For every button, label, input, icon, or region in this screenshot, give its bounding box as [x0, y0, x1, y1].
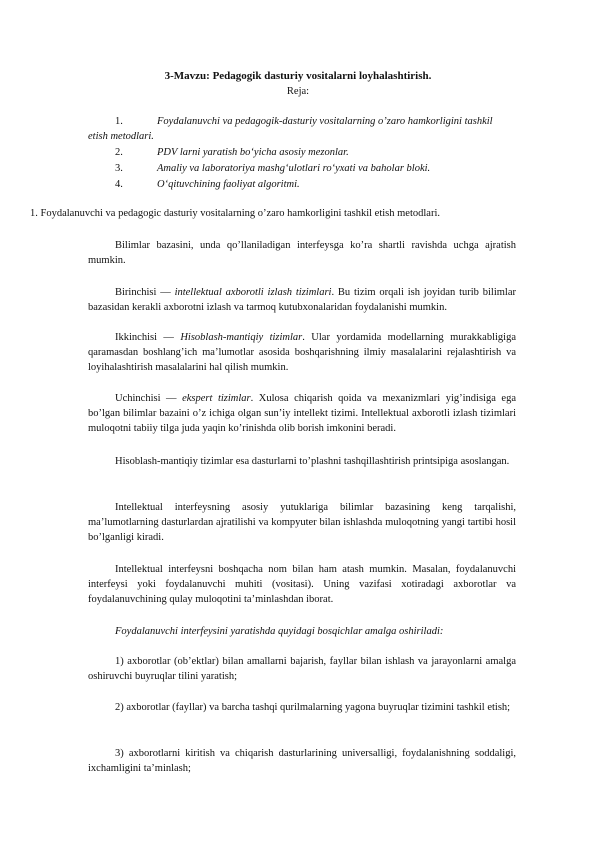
toc-text: O‘qituvchining faoliyat algoritmi. [157, 179, 300, 190]
toc-item-2 [88, 145, 516, 160]
paragraph-stage-3: 3) axborotlarni kiritish va chiqarish dasturlarining universalligi, foydalanishning soddaligi, ixchamligini ta’minlash; [88, 748, 516, 775]
paragraph-stage-1: 1) axborotlar (ob’ektlar) bilan amallarni bajarish, fayllar bilan ishlash va jarayonlarni amalga oshiruvchi buyruqlar tilini yaratish; [88, 656, 516, 683]
toc-item-1 [88, 114, 516, 129]
toc-text: Amaliy va laboratoriya mashg‘ulotlari ro‘yxati va baholar bloki. [157, 163, 431, 174]
paragraph-first-system [88, 285, 516, 315]
page-title: 3-Mavzu: Pedagogik dasturiy vositalarni loyhalashtirish. [164, 70, 432, 82]
paragraph-second-system [88, 330, 516, 376]
paragraph-interface-naming: Intellektual interfeysni boshqacha nom bilan ham atash mumkin. Masalan, foydalanuvchi interfeysi yoki foydalanuvchi muhiti (vositasi). Uning vazifasi xotiradagi axborotlar va foydalanuvchining qulay muloqotini ta’minlashdan iborat. [88, 564, 516, 606]
toc-number: 2. [115, 147, 123, 158]
toc-text-cont: etish metodlari. [88, 131, 154, 142]
paragraph-interface-achievements: Intellektual interfeysning asosiy yutuklariga bilimlar bazasining keng tarqalishi, ma’lumotlarning dasturlardan ajratilishi va kompyuter bilan ishlashda muloqotning yangi tartibi hosil bo’lganligi kiradi. [88, 502, 516, 544]
paragraph-body: . Bu tizim orqali ish joyidan turib bilimlar bazasidan kerakli axborotni izlash va tarmoq kutubxonalaridan foydalanishi mumkin. [88, 287, 516, 314]
paragraph-stage-2: 2) axborotlar (fayllar) va barcha tashqi qurilmalarning yagona buyruqlar tizimini tashkil etish; [115, 702, 511, 713]
paragraph-prefix: Ikkinchisi — [115, 332, 181, 343]
paragraph-stages-intro: Foydalanuvchi interfeysini yaratishda quyidagi bosqichlar amalga oshiriladi: [115, 626, 444, 637]
plan-label: Reja: [286, 86, 310, 97]
paragraph-term: ekspert tizimlar [182, 393, 251, 404]
toc-text: PDV larni yaratish bo‘yicha asosiy mezonlar. [157, 147, 349, 158]
toc-item-3 [88, 161, 516, 176]
paragraph-prefix: Birinchisi — [115, 287, 175, 298]
toc-item-1-continuation [88, 129, 516, 144]
paragraph-body: . Xulosa chiqarish qoida va mexanizmlari yig’indisiga ega bo’lgan bilimlar bazaini o’z ichiga olgan sun’iy intellekt tizimi. Intellektual axborotli izlash tizimlari muloqotni tabiiy tilga juda yaqin ko’rinishda olib borish imkonini beradi. [88, 393, 517, 435]
paragraph-body: . Ular yordamida modellarning murakkabligiga qaramasdan boshlang’ich ma’lumotlar asosida boshqarishning ilmiy masalalarini rejalashtirish va loyihalashtirish masalalarini hal qilish mumkin. [88, 332, 516, 374]
paragraph-third-system [88, 391, 516, 437]
toc-number: 1. [115, 116, 123, 127]
paragraph-knowledge-base: Bilimlar bazasini, unda qo’llaniladigan interfeysga ko’ra shartli ravishda uchga ajratish mumkin. [88, 240, 516, 267]
toc-text: Foydalanuvchi va pedagogik-dasturiy vositalarning o’zaro hamkorligini tashkil [157, 116, 493, 127]
paragraph-term: intellektual axborotli izlash tizimlari [174, 287, 332, 298]
toc-number: 4. [115, 179, 123, 190]
paragraph-prefix: Uchinchisi — [115, 393, 183, 404]
paragraph-term: Hisoblash-mantiqiy tizimlar [180, 332, 303, 343]
section-heading: 1. Foydalanuvchi va pedagogic dasturiy vositalarning o’zaro hamkorligini tashkil etish metodlari. [30, 208, 440, 219]
toc-item-4 [88, 177, 516, 192]
paragraph-computational-systems: Hisoblash-mantiqiy tizimlar esa dasturlarni to’plashni tashqillashtirish printsipiga asoslangan. [115, 456, 510, 467]
toc-number: 3. [115, 163, 123, 174]
